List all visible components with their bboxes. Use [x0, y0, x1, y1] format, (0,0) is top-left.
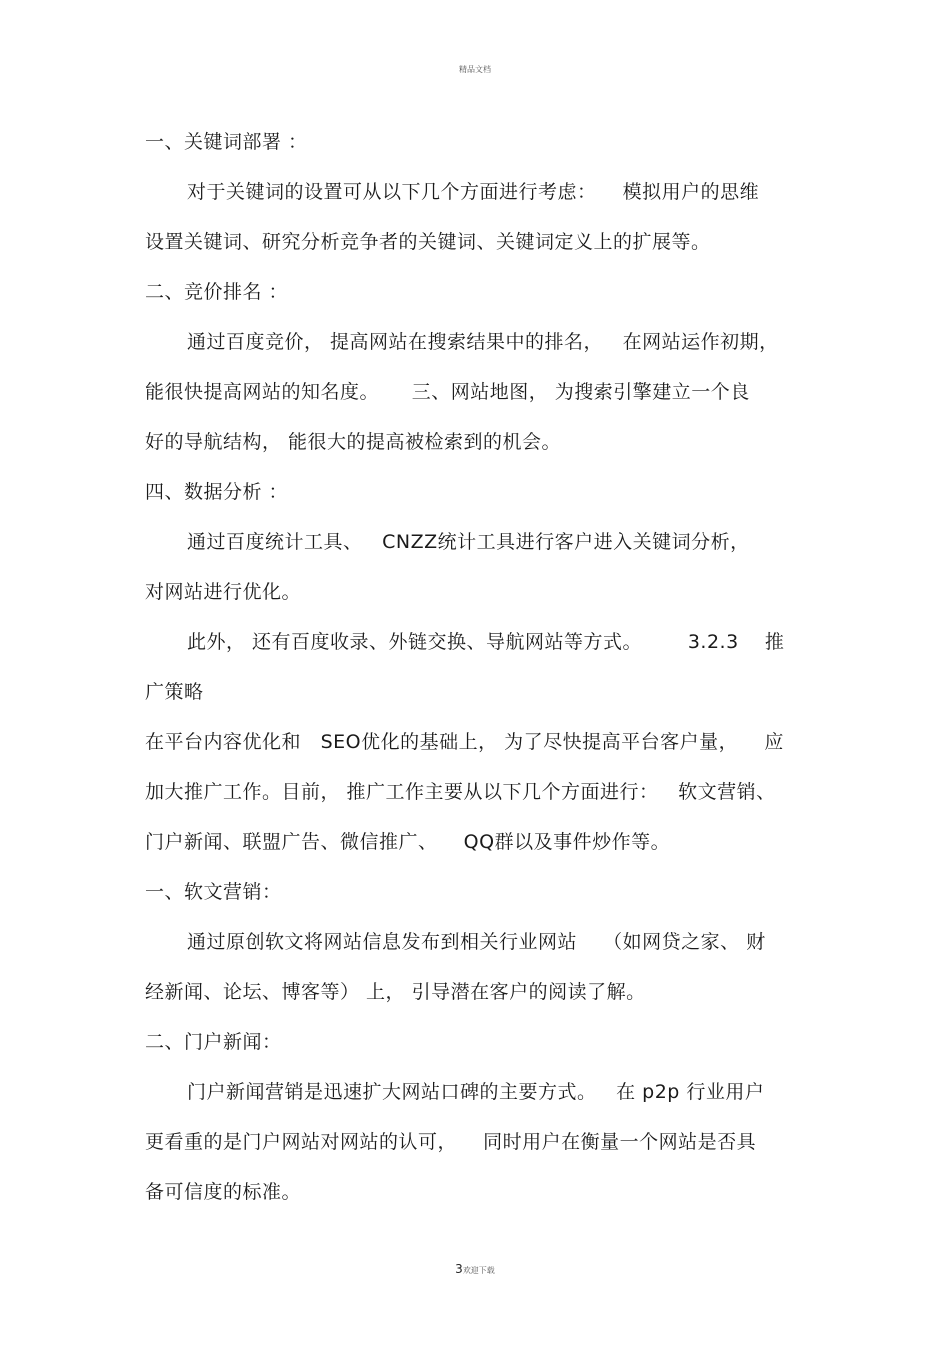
paragraph-line: 通过百度竞价， 提高网站在搜索结果中的排名， 在网站运作初期，	[187, 331, 779, 353]
paragraph-line: 备可信度的标准。	[145, 1181, 302, 1203]
heading-keyword-deployment: 一、关键词部署 ：	[145, 131, 308, 153]
paragraph-line: 更看重的是门户网站对网站的认可， 同时用户在衡量一个网站是否具	[145, 1131, 757, 1153]
footer-note: 欢迎下载	[462, 1266, 495, 1275]
paragraph-line: 好的导航结构， 能很大的提高被检索到的机会。	[145, 431, 562, 453]
paragraph-line: 门户新闻、联盟广告、微信推广、 QQ群以及事件炒作等。	[145, 831, 671, 853]
heading-soft-article-marketing: 一、软文营销：	[145, 881, 282, 903]
paragraph-line: 在平台内容优化和 SEO优化的基础上， 为了尽快提高平台客户量， 应	[145, 731, 784, 753]
paragraph-line: 能很快提高网站的知名度。 三、网站地图， 为搜索引擎建立一个良	[145, 381, 750, 403]
paragraph-line: 对于关键词的设置可从以下几个方面进行考虑： 模拟用户的思维	[187, 181, 760, 203]
paragraph-line: 门户新闻营销是迅速扩大网站口碑的主要方式。 在 p2p 行业用户	[187, 1081, 765, 1103]
heading-data-analysis: 四、数据分析 ：	[145, 481, 289, 503]
heading-portal-news: 二、门户新闻：	[145, 1031, 282, 1053]
paragraph-line: 通过百度统计工具、 CNZZ统计工具进行客户进入关键词分析，	[187, 531, 750, 553]
paragraph-line: 加大推广工作。目前， 推广工作主要从以下几个方面进行： 软文营销、	[145, 781, 776, 803]
page-footer	[0, 1262, 950, 1276]
paragraph-line: 经新闻、论坛、博客等） 上， 引导潜在客户的阅读了解。	[145, 981, 646, 1003]
paragraph-line: 对网站进行优化。	[145, 581, 302, 603]
page-number: 3	[455, 1262, 463, 1276]
paragraph-line: 通过原创软文将网站信息发布到相关行业网站 （如网贷之家、 财	[187, 931, 766, 953]
paragraph-line: 此外， 还有百度收录、外链交换、导航网站等方式。 3.2.3 推	[187, 631, 785, 653]
header-watermark: 精品文档	[459, 65, 491, 74]
paragraph-line: 广策略	[145, 681, 204, 703]
heading-bid-ranking: 二、竞价排名 ：	[145, 281, 289, 303]
paragraph-line: 设置关键词、研究分析竞争者的关键词、关键词定义上的扩展等。	[145, 231, 711, 253]
